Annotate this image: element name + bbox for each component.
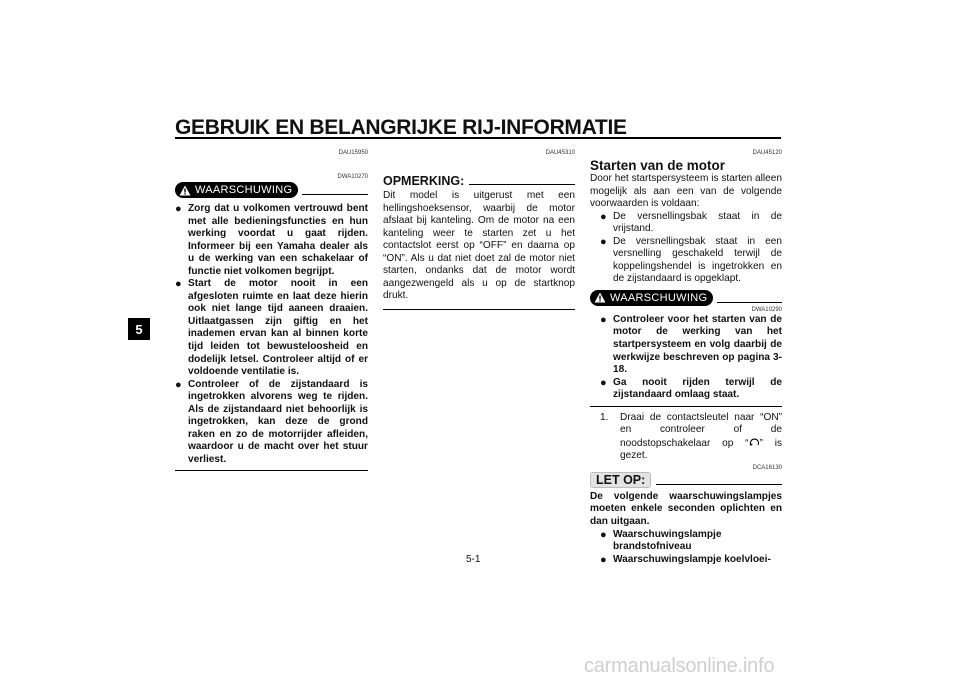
list-item: ● Controleer voor het starten van de motor de werking van het startpersysteem en volg daarbij de werkwijze beschreven op pagina 3-18. (600, 313, 782, 376)
bullet-icon: ● (175, 203, 182, 215)
middle-column (383, 150, 575, 310)
ref-code: DAU15950 (338, 150, 368, 156)
list-item: ● Waarschuwingslampje brandstofniveau (600, 528, 722, 553)
section-heading: Starten van de motor (590, 158, 726, 173)
page-title: GEBRUIK EN BELANGRIJKE RIJ-INFORMATIE (175, 116, 627, 139)
title-rule (175, 137, 781, 139)
condition-list (600, 211, 782, 286)
ref-code: DAU45310 (545, 150, 575, 156)
letop-text: De volgende waarschuwingslampjes moeten enkele seconden oplichten en dan uitgaan. (590, 490, 782, 528)
footer-watermark: carmanualsonline.info (584, 655, 775, 677)
warning-label: WAARSCHUWING (195, 184, 293, 196)
right-column (590, 150, 782, 566)
step-list (600, 412, 782, 463)
list-item: ● Controleer of de zijstandaard is ingetrokken alvorens weg te rijden. Als de zijstandaard niet behoorlijk is ingetrokken, kan deze de grond raken en zo de motorrijder afleiden, waardoor u de macht over het stuur verliest. (175, 378, 368, 465)
list-item: ● Zorg dat u volkomen vertrouwd bent met alle bedieningsfuncties en hun werking voordat u gaat rijden. Informeer bij een Yamaha dealer als u de werking van een schakelaar of functie niet volkomen begrijpt. (175, 203, 368, 277)
note-header (383, 174, 575, 188)
list-item: ● Start de motor nooit in een afgesloten ruimte en laat deze hierin ook niet lange tijd aaneen draaien. Uitlaatgassen zijn giftig en het inademen ervan kan al binnen korte tijd leiden tot bewusteloosheid en dodelijk letsel. Controleer altijd of er voldoende ventilatie is. (175, 278, 368, 378)
list-item: ● De versnellingsbak staat in een versnelling geschakeld terwijl de koppelingshendel is ingetrokken en de zijstandaard is opgeklapt. (600, 235, 782, 285)
bullet-icon: ● (175, 378, 182, 391)
letop-header (590, 472, 782, 488)
ref-code: DAU45120 (752, 150, 782, 156)
note-label: OPMERKING: (383, 174, 465, 188)
intro-text: Door het startspersysteem is starten alleen mogelijk als aan een van de volgende voorwaarden is voldaan: (590, 173, 782, 210)
ref-code: DWA10290 (751, 306, 782, 313)
page-number: 5-1 (466, 554, 481, 565)
warning-rule (717, 302, 782, 303)
note-end-rule (383, 309, 575, 310)
list-item: ● Waarschuwingslampje koelvloei- (600, 553, 771, 566)
warning-list (600, 314, 782, 402)
warning-badge (590, 290, 713, 306)
warning-rule (302, 194, 368, 195)
warning-list (175, 203, 368, 466)
ref-code: DCA16130 (752, 464, 782, 471)
step-number: 1. (600, 411, 609, 423)
left-column (175, 150, 368, 471)
list-item: ● Ga nooit rijden terwijl de zijstandaard omlaag staat. (600, 376, 782, 401)
letop-label: LET OP: (590, 472, 651, 488)
warning-triangle-icon (594, 292, 606, 303)
warning-header (590, 290, 782, 306)
warning-end-rule (175, 470, 368, 471)
warning-badge (175, 182, 298, 198)
warning-triangle-icon (179, 185, 191, 196)
bullet-icon: ● (600, 235, 607, 248)
warning-label: WAARSCHUWING (610, 291, 708, 304)
warning-end-rule (590, 406, 782, 407)
ref-code: DWA10270 (337, 174, 368, 180)
step-item: 1. Draai de contactsleutel naar “ON” en controleer of de noodstopschakelaar op “ ” is gezet. (600, 411, 782, 462)
engine-run-icon (749, 437, 760, 447)
bullet-icon: ● (600, 553, 607, 566)
chapter-tab: 5 (128, 318, 150, 340)
warning-header (175, 182, 368, 198)
list-item: ● De versnellingsbak staat in de vrijstand. (600, 210, 782, 235)
bullet-icon: ● (600, 376, 607, 389)
note-text: Dit model is uitgerust met een hellingshoeksensor, waarbij de motor afslaat bij kanteling. Om de motor na een kanteling weer te starten zet u het contactslot eerst op “OFF” en daarna op “ON”. Als u dat niet doet zal de motor niet starten, ondanks dat de motor wordt aangezwengeld als u op de startknop drukt. (383, 190, 575, 302)
note-rule (469, 184, 575, 185)
lamp-list (600, 529, 782, 567)
bullet-icon: ● (600, 313, 607, 326)
letop-rule (656, 484, 782, 485)
bullet-icon: ● (600, 528, 607, 541)
bullet-icon: ● (175, 278, 182, 291)
bullet-icon: ● (600, 210, 607, 223)
